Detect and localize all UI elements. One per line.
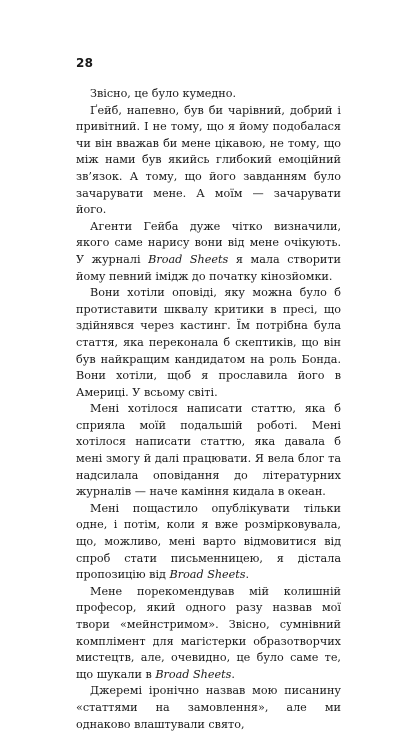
italic-title: Broad Sheets <box>148 252 229 266</box>
paragraph <box>76 584 341 684</box>
paragraph <box>76 501 341 584</box>
paragraph <box>76 86 341 103</box>
page-number: 28 <box>76 56 94 70</box>
text-run: Мені пощастило опублікувати тільки одне, і потім, коли я вже розмірковувала, що, можливо, мені варто відмовитися від спроб стати письменницею, я дістала пропозицію від <box>76 501 341 582</box>
text-run: Звісно, це було кумедно. <box>90 87 237 100</box>
text-run: Джеремі іронічно назвав мою писанину «статтями на замовлення», але ми однаково влаштували свято, <box>76 684 341 731</box>
text-run: Вони хотіли оповіді, яку можна було б протиставити шквалу критики в пресі, що здійнявся через кастинг. Їм потрібна була стаття, яка переконала б скептиків, що він був найкращим кандидатом на роль Бонда. Вони хотіли, щоб я прославила його в Америці. У всьому світі. <box>76 286 341 399</box>
text-run: . <box>245 568 250 582</box>
text-run: Мені хотілося написати статтю, яка б сприяла моїй подальшій роботі. Мені хотілося написати статтю, яка давала б мені змогу й далі працювати. Я вела блог та надсилала оповідання до літературних журналів — наче каміння кидала в океан. <box>76 402 341 499</box>
paragraph <box>76 103 341 219</box>
paragraph <box>76 219 341 285</box>
italic-title: Broad Sheets <box>155 667 232 681</box>
text-run: я мала створити йому певний імідж до початку кінозйомки. <box>76 252 341 283</box>
text-run: . <box>231 667 235 681</box>
italic-title: Broad Sheets <box>169 568 246 582</box>
text-run: Агенти Гейба дуже чітко визначили, якого саме нарису вони від мене очікують. У журналі <box>76 219 341 266</box>
text-body <box>76 86 341 733</box>
paragraph <box>76 285 341 401</box>
text-run: Мене порекомендував мій колишній професор, який одного разу назвав мої твори «мейнстримом». Звісно, сумнівний комплімент для магістерки образотворчих мистецтв, але, очевидно, це було саме те, що шукали в <box>76 584 341 681</box>
paragraph <box>76 401 341 501</box>
paragraph <box>76 683 341 733</box>
text-run: Ґейб, напевно, був би чарівний, добрий і привітний. І не тому, що я йому подобалася чи він вважав би мене цікавою, не тому, що між нами був якийсь глибокий емоційний зв’язок. А тому, що його завданням було зачарувати мене. А моїм — зачарувати його. <box>76 103 341 217</box>
